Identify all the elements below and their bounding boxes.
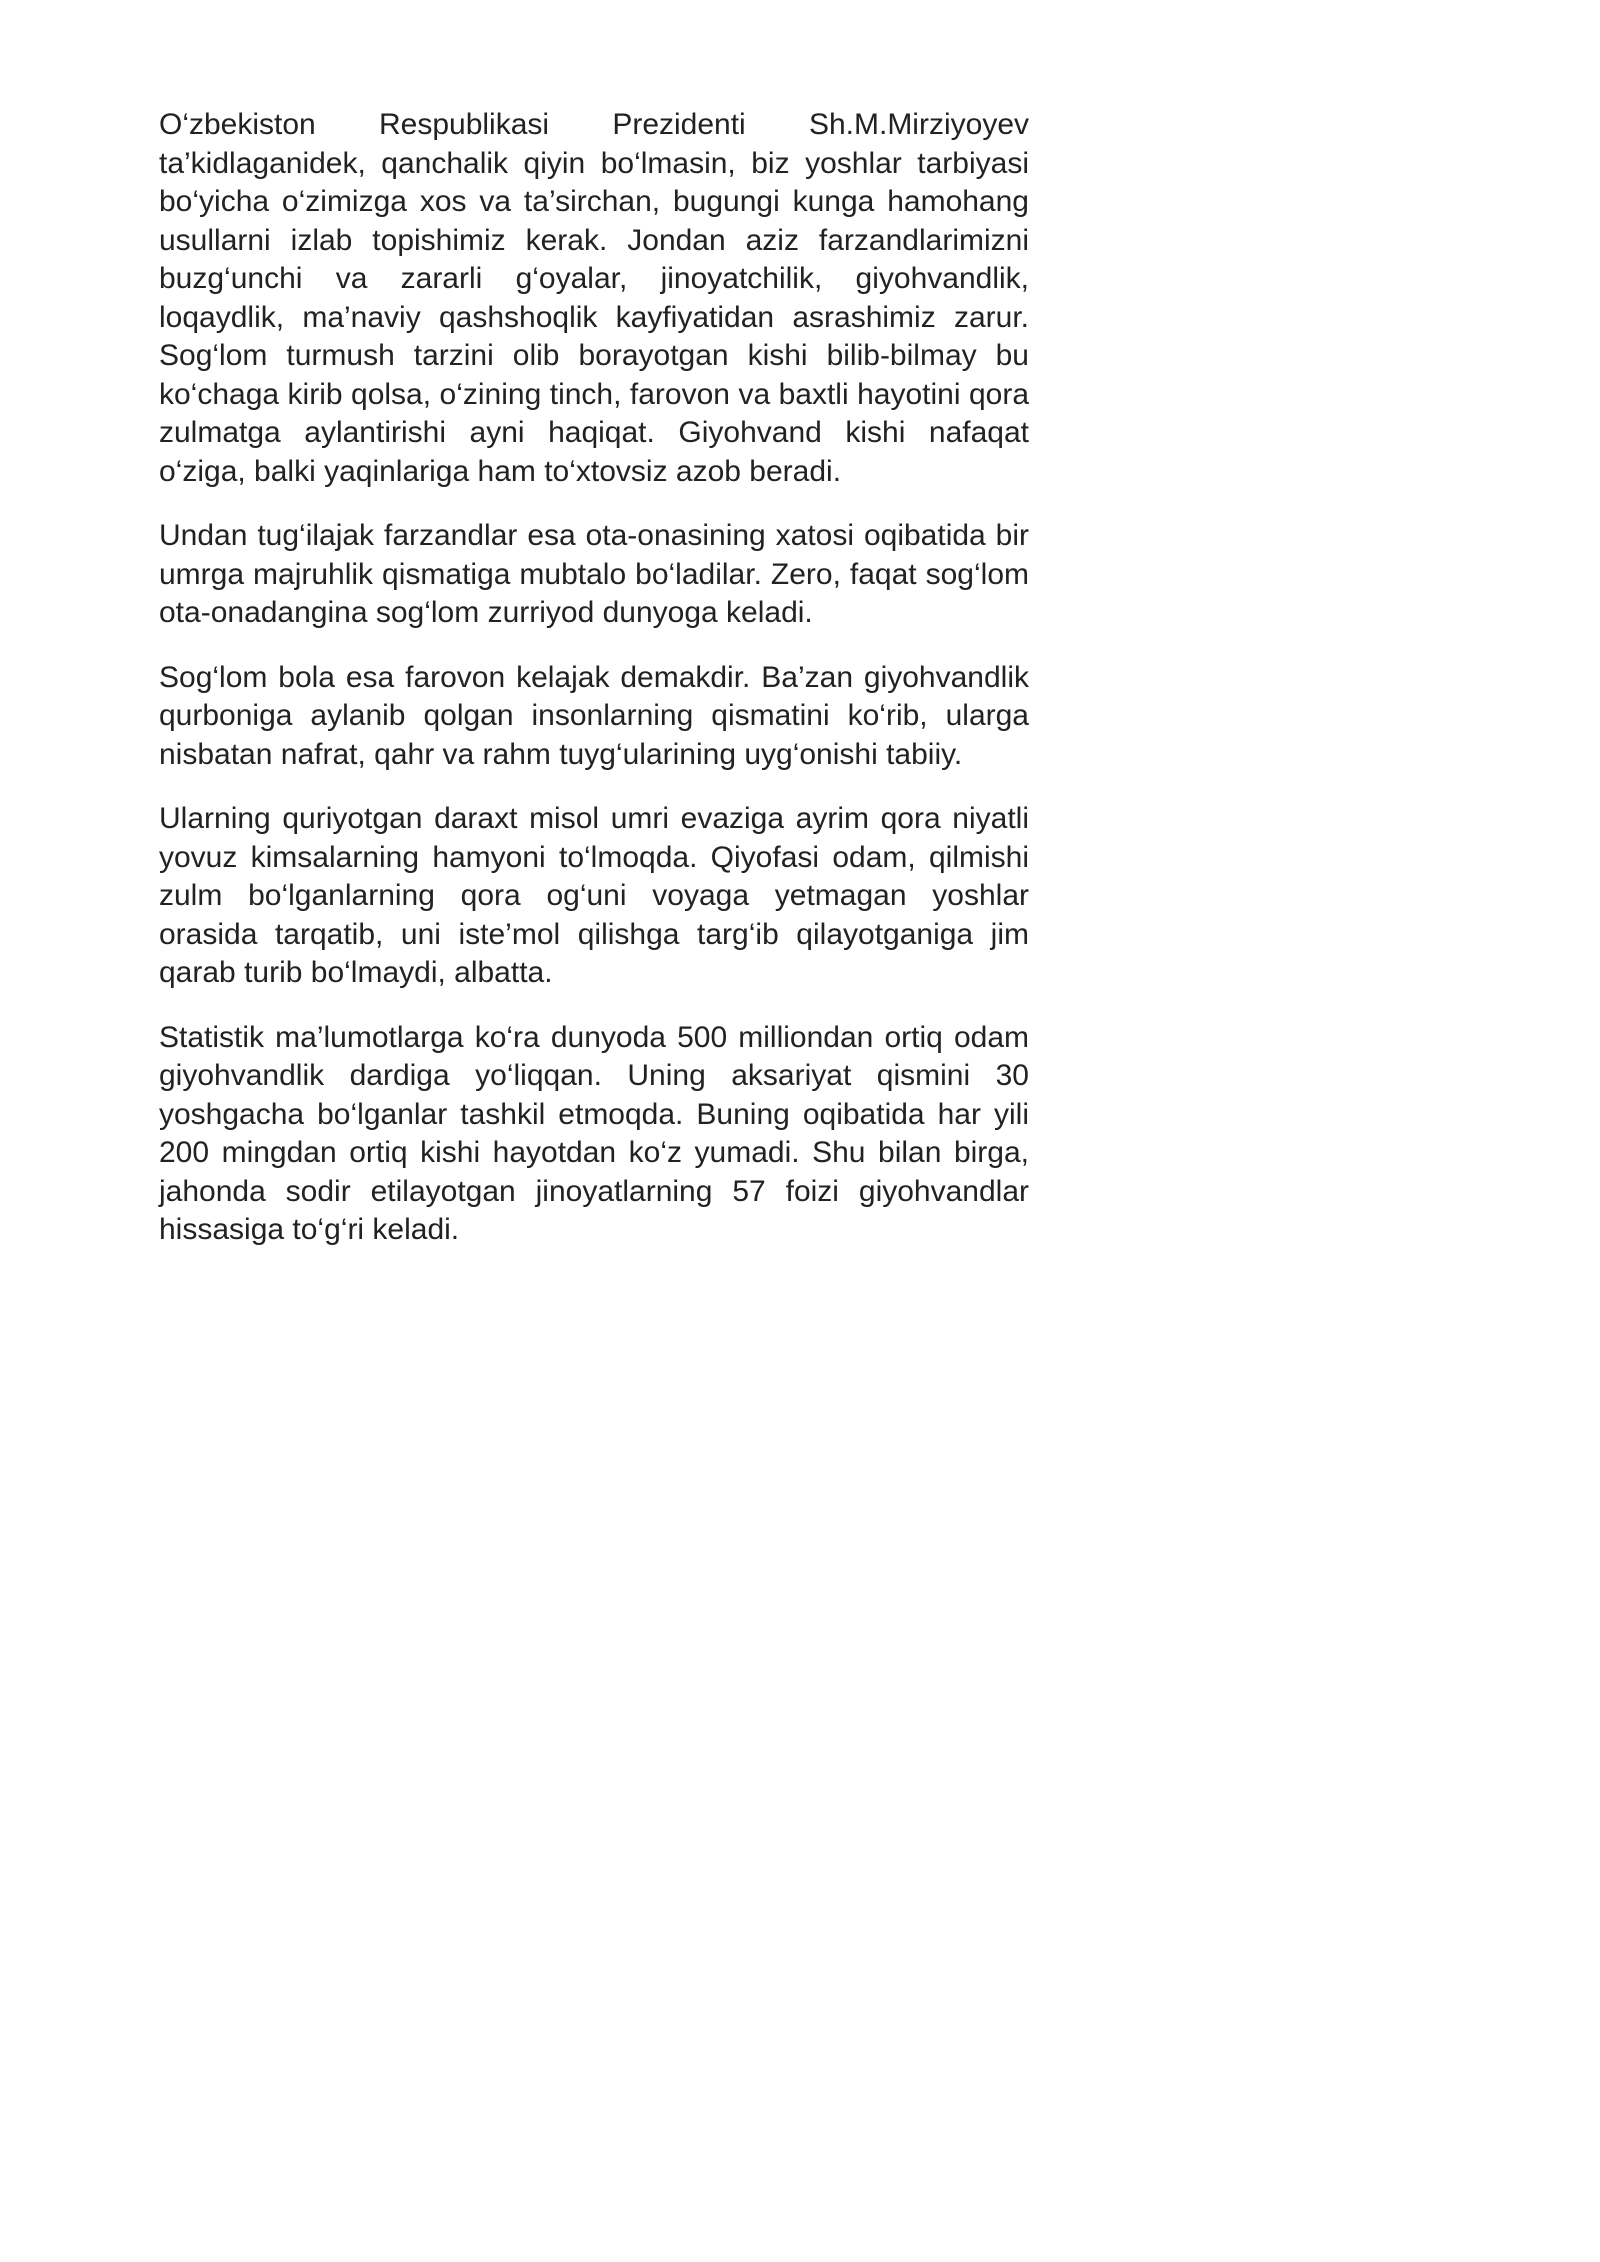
paragraph: Undan tug‘ilajak farzandlar esa ota-onasining xatosi oqibatida bir umrga majruhlik qismatiga mubtalo bo‘ladilar. Zero, faqat sog‘lom ota-onadangina sog‘lom zurriyod dunyoga keladi. <box>159 519 1029 629</box>
paragraph: Sog‘lom bola esa farovon kelajak demakdir. Ba’zan giyohvandlik qurboniga aylanib qolgan insonlarning qismatini ko‘rib, ularga nisbatan nafrat, qahr va rahm tuyg‘ularining uyg‘onishi tabiiy. <box>159 660 1029 771</box>
paragraph: O‘zbekiston Respublikasi Prezidenti Sh.M.Mirziyoyev ta’kidlaganidek, qanchalik qiyin bo‘lmasin, biz yoshlar tarbiyasi bo‘yicha o‘zimizga xos va ta’sirchan, bugungi kunga hamohang usullarni izlab topishimiz kerak. Jondan aziz farzandlarimizni buzg‘unchi va zararli g‘oyalar, jinoyatchilik, giyohvandlik, loqaydlik, ma’naviy qashshoqlik kayfiyatidan asrashimiz zarur. Sog‘lom turmush tarzini olib borayotgan kishi bilib-bilmay bu ko‘chaga kirib qolsa, o‘zining tinch, farovon va baxtli hayotini qora zulmatga aylantirishi ayni haqiqat. Giyohvand kishi nafaqat o‘ziga, balki yaqinlariga ham to‘xtovsiz azob beradi. <box>159 108 1029 488</box>
paragraph: Ularning quriyotgan daraxt misol umri evaziga ayrim qora niyatli yovuz kimsalarning hamyoni to‘lmoqda. Qiyofasi odam, qilmishi zulm bo‘lganlarning qora og‘uni voyaga yetmagan yoshlar orasida tarqatib, uni iste’mol qilishga targ‘ib qilayotganiga jim qarab turib bo‘lmaydi, albatta. <box>159 802 1029 989</box>
document-body <box>159 106 1029 1250</box>
document-page <box>0 0 1100 1555</box>
paragraph: Statistik ma’lumotlarga ko‘ra dunyoda 500 milliondan ortiq odam giyohvandlik dardiga yo‘liqqan. Uning aksariyat qismini 30 yoshgacha bo‘lganlar tashkil etmoqda. Buning oqibatida har yili 200 mingdan ortiq kishi hayotdan ko‘z yumadi. Shu bilan birga, jahonda sodir etilayotgan jinoyatlarning 57 foizi giyohvandlar hissasiga to‘g‘ri keladi. <box>159 1020 1029 1246</box>
